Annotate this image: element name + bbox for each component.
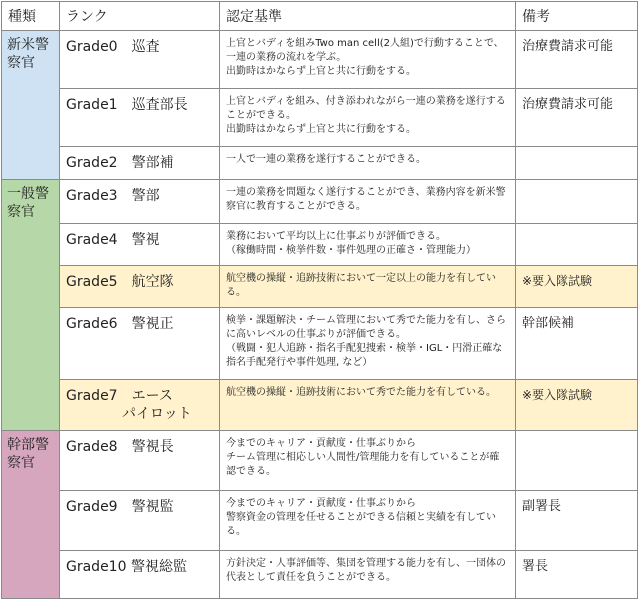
note-cell: 幹部候補 xyxy=(516,308,638,380)
header-criteria: 認定基準 xyxy=(220,2,516,31)
table-row xyxy=(2,491,638,551)
table-row xyxy=(2,431,638,491)
criteria-cell: 一連の業務を問題なく遂行することができ、業務内容を新米警察官に教育することができる。 xyxy=(220,180,516,224)
note-cell: ※要入隊試験 xyxy=(516,380,638,431)
table-row xyxy=(2,89,638,147)
note-cell: ※要入隊試験 xyxy=(516,266,638,308)
header-note: 備考 xyxy=(516,2,638,31)
group-general: 一般警察官 xyxy=(2,180,60,431)
rank-cell: Grade1 巡査部長 xyxy=(60,89,220,147)
criteria-cell: 今までのキャリア・貢献度・仕事ぶりから 警察資金の管理を任せることができる信頼と実績を有している。 xyxy=(220,491,516,551)
rank-cell: Grade5 航空隊 xyxy=(60,266,220,308)
rank-cell: Grade2 警部補 xyxy=(60,147,220,180)
note-cell xyxy=(516,147,638,180)
header-row xyxy=(2,2,638,31)
table-row xyxy=(2,31,638,89)
table-row xyxy=(2,147,638,180)
note-cell: 治療費請求可能 xyxy=(516,89,638,147)
table-row xyxy=(2,266,638,308)
rank-cell: Grade7 エース パイロット xyxy=(60,380,220,431)
rank-cell: Grade0 巡査 xyxy=(60,31,220,89)
note-cell xyxy=(516,431,638,491)
rank-cell: Grade3 警部 xyxy=(60,180,220,224)
table-row xyxy=(2,551,638,599)
criteria-cell: 今までのキャリア・貢献度・仕事ぶりから チーム管理に相応しい人間性/管理能力を有していることが確認できる。 xyxy=(220,431,516,491)
rank-cell: Grade4 警視 xyxy=(60,224,220,266)
criteria-cell: 航空機の操縦・追跡技術において秀でた能力を有している。 xyxy=(220,380,516,431)
criteria-cell: 上官とバディを組み、付き添われながら一連の業務を遂行することができる。 出勤時はかならず上官と共に行動をする。 xyxy=(220,89,516,147)
note-cell: 副署長 xyxy=(516,491,638,551)
header-rank: ランク xyxy=(60,2,220,31)
criteria-cell: 方針決定・人事評価等、集団を管理する能力を有し、一団体の代表として責任を負うことができる。 xyxy=(220,551,516,599)
rank-table xyxy=(1,1,638,599)
criteria-cell: 業務において平均以上に仕事ぶりが評価できる。 （稼働時間・検挙件数・事件処理の正確さ・管理能力） xyxy=(220,224,516,266)
rank-cell: Grade9 警視監 xyxy=(60,491,220,551)
rank-cell: Grade8 警視長 xyxy=(60,431,220,491)
criteria-cell: 上官とバディを組みTwo man cell(2人組)で行動することで、一連の業務の流れを学ぶ。 出勤時はかならず上官と共に行動をする。 xyxy=(220,31,516,89)
group-rookie: 新米警察官 xyxy=(2,31,60,180)
group-executive: 幹部警察官 xyxy=(2,431,60,599)
note-cell xyxy=(516,224,638,266)
note-cell: 署長 xyxy=(516,551,638,599)
rank-cell: Grade6 警視正 xyxy=(60,308,220,380)
table-row xyxy=(2,224,638,266)
header-type: 種類 xyxy=(2,2,60,31)
table-row xyxy=(2,180,638,224)
criteria-cell: 一人で一連の業務を遂行することができる。 xyxy=(220,147,516,180)
table-row xyxy=(2,380,638,431)
table-row xyxy=(2,308,638,380)
note-cell xyxy=(516,180,638,224)
criteria-cell: 航空機の操縦・追跡技術において一定以上の能力を有している。 xyxy=(220,266,516,308)
rank-cell: Grade10 警視総監 xyxy=(60,551,220,599)
note-cell: 治療費請求可能 xyxy=(516,31,638,89)
criteria-cell: 検挙・課題解決・チーム管理において秀でた能力を有し、さらに高いレベルの仕事ぶりが評価できる。 （戦闘・犯人追跡・指名手配犯捜索・検挙・IGL・円滑正確な指名手配発行や事件処理, など） xyxy=(220,308,516,380)
